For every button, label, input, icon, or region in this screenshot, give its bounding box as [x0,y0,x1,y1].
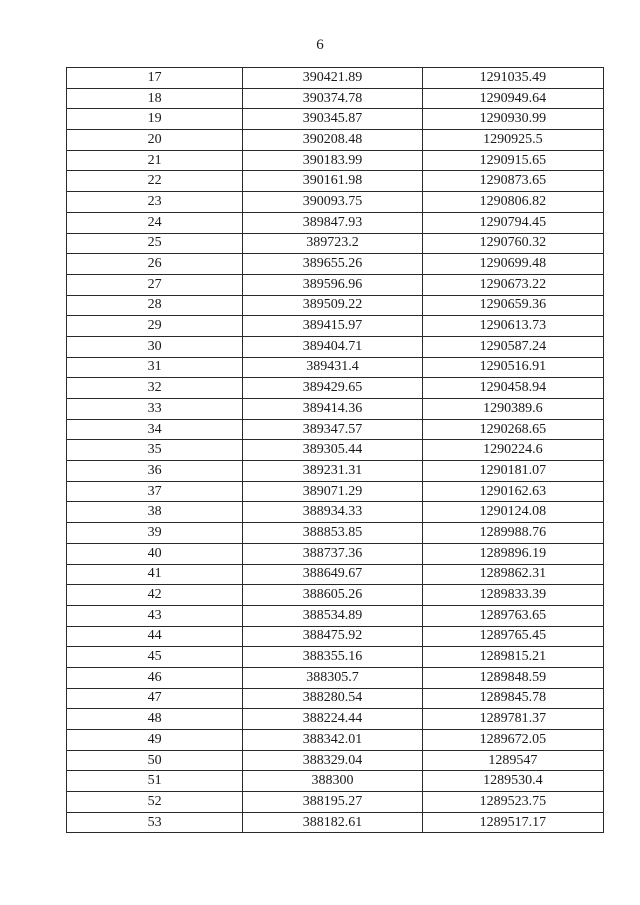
x-coordinate-cell: 389429.65 [243,378,422,399]
x-coordinate-cell: 388475.92 [243,626,422,647]
x-coordinate-cell: 388649.67 [243,564,422,585]
x-coordinate-cell: 389231.31 [243,461,422,482]
point-number-cell: 17 [67,68,243,89]
table-row [67,150,604,171]
table-row [67,605,604,626]
x-coordinate-cell: 388737.36 [243,543,422,564]
y-coordinate-cell: 1289517.17 [422,812,603,833]
x-coordinate-cell: 388280.54 [243,688,422,709]
y-coordinate-cell: 1289523.75 [422,792,603,813]
x-coordinate-cell: 389415.97 [243,316,422,337]
point-number-cell: 31 [67,357,243,378]
table-row [67,564,604,585]
point-number-cell: 27 [67,274,243,295]
point-number-cell: 29 [67,316,243,337]
point-number-cell: 19 [67,109,243,130]
point-number-cell: 45 [67,647,243,668]
y-coordinate-cell: 1289781.37 [422,709,603,730]
y-coordinate-cell: 1290699.48 [422,254,603,275]
x-coordinate-cell: 390093.75 [243,192,422,213]
y-coordinate-cell: 1289833.39 [422,585,603,606]
y-coordinate-cell: 1290181.07 [422,461,603,482]
table-row [67,523,604,544]
y-coordinate-cell: 1290930.99 [422,109,603,130]
x-coordinate-cell: 389655.26 [243,254,422,275]
table-row [67,481,604,502]
y-coordinate-cell: 1290458.94 [422,378,603,399]
y-coordinate-cell: 1290760.32 [422,233,603,254]
point-number-cell: 21 [67,150,243,171]
point-number-cell: 46 [67,667,243,688]
point-number-cell: 30 [67,336,243,357]
x-coordinate-cell: 388534.89 [243,605,422,626]
y-coordinate-cell: 1290587.24 [422,336,603,357]
x-coordinate-cell: 389431.4 [243,357,422,378]
page-number: 6 [316,37,324,53]
x-coordinate-cell: 390421.89 [243,68,422,89]
y-coordinate-cell: 1290873.65 [422,171,603,192]
point-number-cell: 37 [67,481,243,502]
x-coordinate-cell: 389509.22 [243,295,422,316]
table-row [67,585,604,606]
table-row [67,68,604,89]
table-row [67,626,604,647]
x-coordinate-cell: 390374.78 [243,88,422,109]
point-number-cell: 47 [67,688,243,709]
x-coordinate-cell: 390345.87 [243,109,422,130]
table-row [67,730,604,751]
x-coordinate-cell: 388300 [243,771,422,792]
y-coordinate-cell: 1290949.64 [422,88,603,109]
table-row [67,667,604,688]
table-row [67,461,604,482]
point-number-cell: 18 [67,88,243,109]
y-coordinate-cell: 1289862.31 [422,564,603,585]
point-number-cell: 48 [67,709,243,730]
y-coordinate-cell: 1289530.4 [422,771,603,792]
x-coordinate-cell: 388195.27 [243,792,422,813]
point-number-cell: 50 [67,750,243,771]
y-coordinate-cell: 1291035.49 [422,68,603,89]
point-number-cell: 34 [67,419,243,440]
y-coordinate-cell: 1290673.22 [422,274,603,295]
y-coordinate-cell: 1290516.91 [422,357,603,378]
point-number-cell: 25 [67,233,243,254]
y-coordinate-cell: 1289845.78 [422,688,603,709]
y-coordinate-cell: 1290389.6 [422,399,603,420]
point-number-cell: 49 [67,730,243,751]
table-row [67,295,604,316]
table-row [67,543,604,564]
table-row [67,647,604,668]
y-coordinate-cell: 1289815.21 [422,647,603,668]
y-coordinate-cell: 1290925.5 [422,130,603,151]
y-coordinate-cell: 1290268.65 [422,419,603,440]
table-row [67,502,604,523]
table-row [67,399,604,420]
point-number-cell: 20 [67,130,243,151]
point-number-cell: 32 [67,378,243,399]
table-row [67,171,604,192]
y-coordinate-cell: 1289848.59 [422,667,603,688]
point-number-cell: 43 [67,605,243,626]
point-number-cell: 22 [67,171,243,192]
table-row [67,440,604,461]
y-coordinate-cell: 1290794.45 [422,212,603,233]
y-coordinate-cell: 1289547 [422,750,603,771]
table-row [67,316,604,337]
x-coordinate-cell: 388329.04 [243,750,422,771]
x-coordinate-cell: 388934.33 [243,502,422,523]
table-row [67,130,604,151]
x-coordinate-cell: 388305.7 [243,667,422,688]
table-row [67,688,604,709]
table-row [67,212,604,233]
point-number-cell: 23 [67,192,243,213]
x-coordinate-cell: 388342.01 [243,730,422,751]
y-coordinate-cell: 1290162.63 [422,481,603,502]
table-row [67,378,604,399]
coordinates-table-body [67,68,604,833]
table-row [67,792,604,813]
x-coordinate-cell: 388182.61 [243,812,422,833]
table-row [67,709,604,730]
table-row [67,233,604,254]
table-row [67,192,604,213]
coordinates-table [66,67,604,833]
x-coordinate-cell: 389596.96 [243,274,422,295]
table-row [67,274,604,295]
table-row [67,254,604,275]
point-number-cell: 28 [67,295,243,316]
y-coordinate-cell: 1290224.6 [422,440,603,461]
point-number-cell: 52 [67,792,243,813]
point-number-cell: 39 [67,523,243,544]
point-number-cell: 26 [67,254,243,275]
point-number-cell: 41 [67,564,243,585]
table-row [67,109,604,130]
y-coordinate-cell: 1289763.65 [422,605,603,626]
x-coordinate-cell: 389847.93 [243,212,422,233]
x-coordinate-cell: 390183.99 [243,150,422,171]
table-row [67,771,604,792]
point-number-cell: 42 [67,585,243,606]
x-coordinate-cell: 389723.2 [243,233,422,254]
x-coordinate-cell: 388355.16 [243,647,422,668]
point-number-cell: 38 [67,502,243,523]
table-row [67,812,604,833]
y-coordinate-cell: 1290613.73 [422,316,603,337]
point-number-cell: 35 [67,440,243,461]
x-coordinate-cell: 388224.44 [243,709,422,730]
x-coordinate-cell: 389414.36 [243,399,422,420]
point-number-cell: 44 [67,626,243,647]
y-coordinate-cell: 1289765.45 [422,626,603,647]
point-number-cell: 33 [67,399,243,420]
y-coordinate-cell: 1290806.82 [422,192,603,213]
y-coordinate-cell: 1290124.08 [422,502,603,523]
y-coordinate-cell: 1289988.76 [422,523,603,544]
y-coordinate-cell: 1289672.05 [422,730,603,751]
x-coordinate-cell: 389347.57 [243,419,422,440]
x-coordinate-cell: 390208.48 [243,130,422,151]
point-number-cell: 40 [67,543,243,564]
x-coordinate-cell: 388605.26 [243,585,422,606]
table-row [67,419,604,440]
x-coordinate-cell: 389404.71 [243,336,422,357]
y-coordinate-cell: 1290915.65 [422,150,603,171]
table-row [67,88,604,109]
point-number-cell: 36 [67,461,243,482]
x-coordinate-cell: 390161.98 [243,171,422,192]
x-coordinate-cell: 389071.29 [243,481,422,502]
y-coordinate-cell: 1290659.36 [422,295,603,316]
table-row [67,357,604,378]
point-number-cell: 24 [67,212,243,233]
point-number-cell: 51 [67,771,243,792]
point-number-cell: 53 [67,812,243,833]
x-coordinate-cell: 389305.44 [243,440,422,461]
table-row [67,336,604,357]
x-coordinate-cell: 388853.85 [243,523,422,544]
table-row [67,750,604,771]
y-coordinate-cell: 1289896.19 [422,543,603,564]
